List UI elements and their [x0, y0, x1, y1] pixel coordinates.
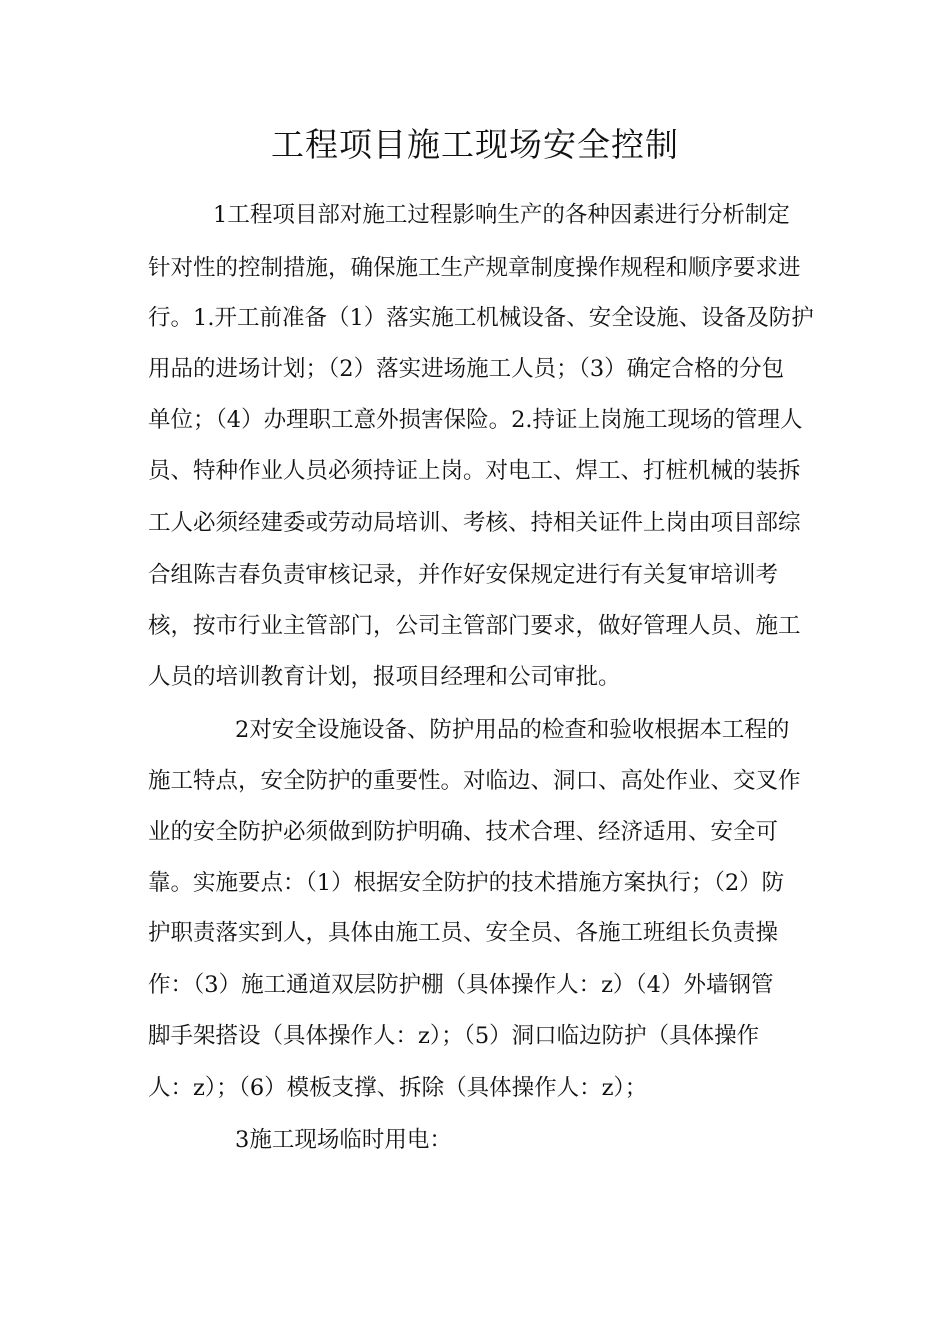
paragraph-1-line-5: 单位；（4）办理职工意外损害保险。2.持证上岗施工现场的管理人: [148, 407, 803, 433]
paragraph-1-line-6: 员、特种作业人员必须持证上岗。对电工、焊工、打桩机械的装拆: [148, 458, 801, 484]
paragraph-1-line-2: 针对性的控制措施，确保施工生产规章制度操作规程和顺序要求进: [148, 255, 801, 281]
paragraph-1-line-9: 核，按市行业主管部门，公司主管部门要求，做好管理人员、施工: [148, 613, 801, 639]
paragraph-2-line-8: 人：z）；（6）模板支撑、拆除（具体操作人：z）；: [148, 1075, 648, 1101]
paragraph-1-line-1: 1工程项目部对施工过程影响生产的各种因素进行分析制定: [213, 202, 790, 228]
paragraph-1-line-7: 工人必须经建委或劳动局培训、考核、持相关证件上岗由项目部综: [148, 510, 801, 536]
paragraph-2-line-7: 脚手架搭设（具体操作人：z）；（5）洞口临边防护（具体操作: [148, 1023, 760, 1049]
paragraph-2-line-2: 施工特点，安全防护的重要性。对临边、洞口、高处作业、交叉作: [148, 768, 801, 794]
page-title: 工程项目施工现场安全控制: [271, 125, 679, 164]
paragraph-2-line-5: 护职责落实到人，具体由施工员、安全员、各施工班组长负责操: [148, 920, 779, 946]
paragraph-2-line-6: 作：（3）施工通道双层防护棚（具体操作人：z）（4）外墙钢管: [148, 972, 774, 998]
paragraph-1-line-10: 人员的培训教育计划，报项目经理和公司审批。: [148, 664, 621, 690]
section-3-heading: 3施工现场临时用电：: [235, 1127, 452, 1153]
paragraph-2-line-1: 2对安全设施设备、防护用品的检查和验收根据本工程的: [235, 717, 790, 743]
paragraph-1-line-4: 用品的进场计划；（2）落实进场施工人员；（3）确定合格的分包: [148, 356, 785, 382]
paragraph-1-line-8: 合组陈吉春负责审核记录，并作好安保规定进行有关复审培训考: [148, 562, 779, 588]
paragraph-2-line-3: 业的安全防护必须做到防护明确、技术合理、经济适用、安全可: [148, 819, 779, 845]
paragraph-2-line-4: 靠。实施要点：（1）根据安全防护的技术措施方案执行；（2）防: [148, 870, 785, 896]
paragraph-1-line-3: 行。1.开工前准备（1）落实施工机械设备、安全设施、设备及防护: [148, 305, 814, 331]
